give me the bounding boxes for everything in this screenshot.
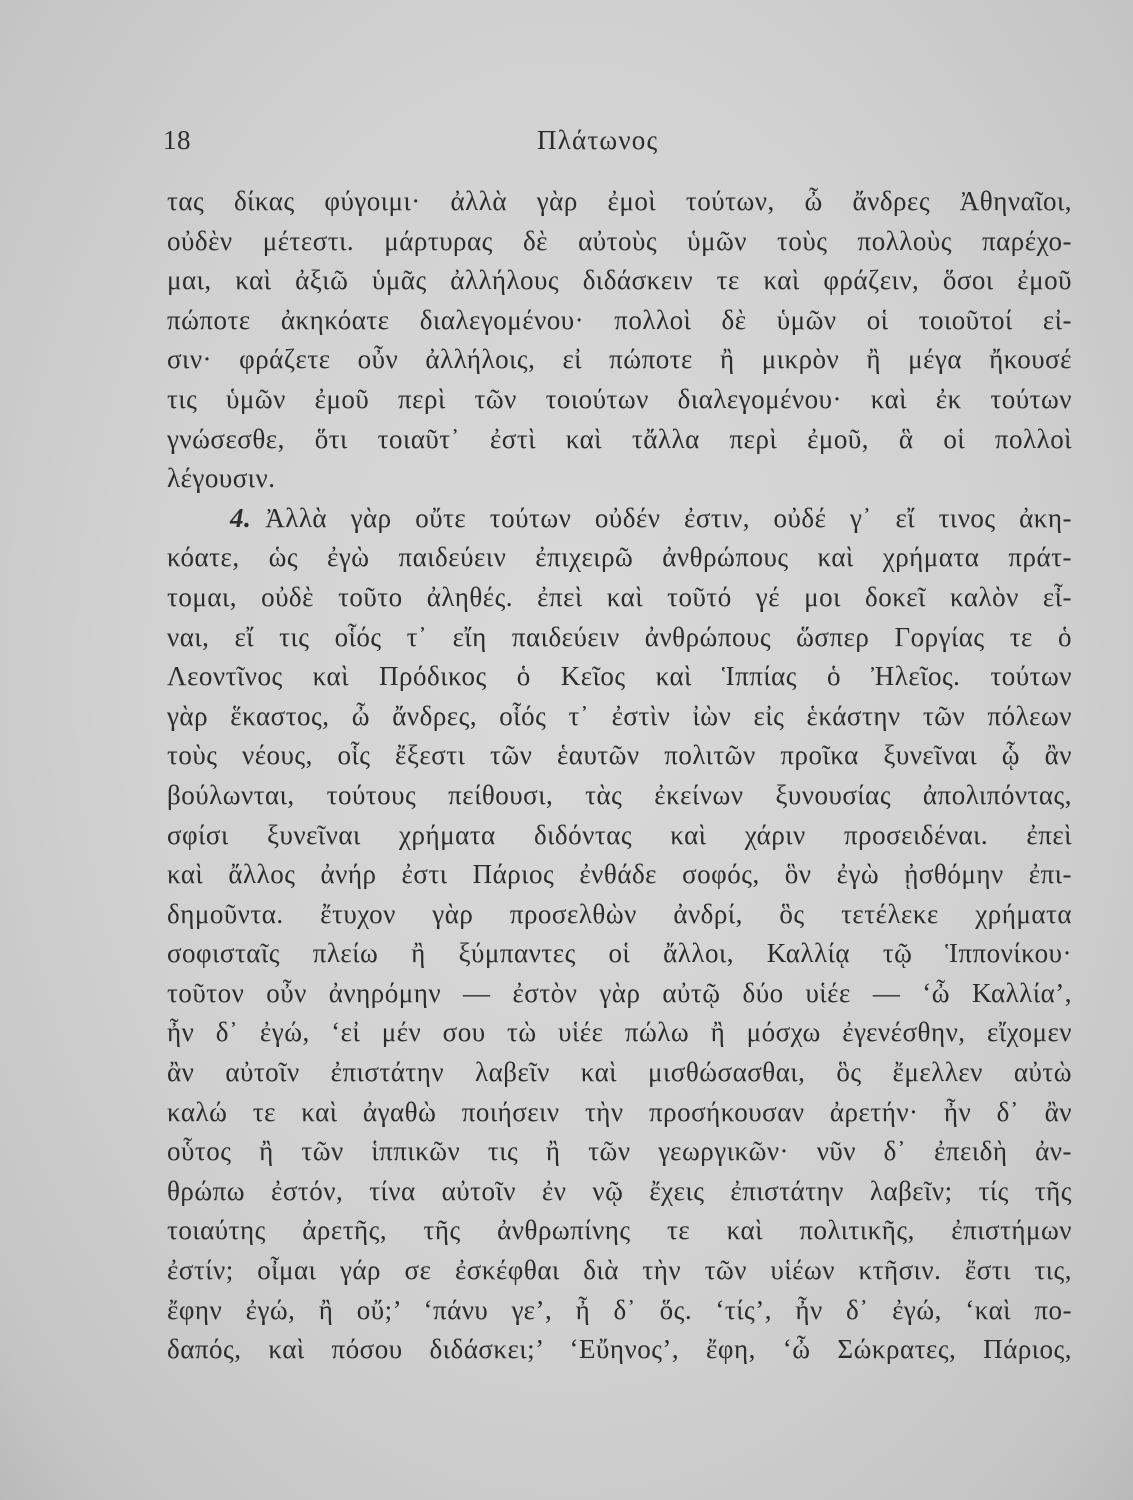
text-line: ἂν αὐτοῖν ἐπιστάτην λαβεῖν καὶ μισθώσασθαι, ὃς ἔμελλεν αὐτὼ xyxy=(167,1057,1072,1088)
text-line: σιν· φράζετε οὖν ἀλλήλοις, εἰ πώποτε ἢ μικρὸν ἢ μέγα ἤκουσέ xyxy=(167,344,1072,375)
text-line: ἦν δ᾽ ἐγώ, ‘εἰ μέν σου τὼ υἱέε πώλω ἢ μόσχω ἐγενέσθην, εἴχομεν xyxy=(167,1017,1072,1048)
text-line: θρώπω ἐστόν, τίνα αὐτοῖν ἐν νῷ ἔχεις ἐπιστάτην λαβεῖν; τίς τῆς xyxy=(167,1175,1072,1206)
text-line-section-start xyxy=(167,499,1072,539)
text-line: οὗτος ἢ τῶν ἱππικῶν τις ἢ τῶν γεωργικῶν· νῦν δ᾽ ἐπειδὴ ἀν- xyxy=(167,1136,1072,1167)
text-line: σφίσι ξυνεῖναι χρήματα διδόντας καὶ χάριν προσειδέναι. ἐπεὶ xyxy=(167,819,1072,850)
text-line: γνώσεσθε, ὅτι τοιαῦτ᾽ ἐστὶ καὶ τἄλλα περὶ ἐμοῦ, ἃ οἱ πολλοὶ xyxy=(167,423,1072,454)
text-line: ἔφην ἐγώ, ἢ οὔ;’ ‘πάνυ γε’, ἦ δ᾽ ὅς. ‘τίς’, ἦν δ᾽ ἐγώ, ‘καὶ πο- xyxy=(167,1294,1072,1325)
text-line: τοῦτον οὖν ἀνηρόμην — ἐστὸν γὰρ αὐτῷ δύο υἱέε — ‘ὦ Καλλία’, xyxy=(167,977,1072,1008)
text-line: μαι, καὶ ἀξιῶ ὑμᾶς ἀλλήλους διδάσκειν τε καὶ φράζειν, ὅσοι ἐμοῦ xyxy=(167,265,1072,296)
text-line: δημοῦντα. ἔτυχον γὰρ προσελθὼν ἀνδρί, ὃς τετέλεκε χρήματα xyxy=(167,898,1072,929)
section-number: 4. xyxy=(230,502,252,533)
page-number: 18 xyxy=(163,125,191,155)
text-line: βούλωνται, τούτους πείθουσι, τὰς ἐκείνων ξυνουσίας ἀπολιπόντας, xyxy=(167,779,1072,810)
text-line: ἐστίν; οἶμαι γάρ σε ἐσκέφθαι διὰ τὴν τῶν υἱέων κτῆσιν. ἔστι τις, xyxy=(167,1255,1072,1286)
running-title: Πλάτωνος xyxy=(537,125,659,155)
text-line: πώποτε ἀκηκόατε διαλεγομένου· πολλοὶ δὲ ὑμῶν οἱ τοιοῦτοί εἰ- xyxy=(167,304,1072,335)
text-line: καὶ ἄλλος ἀνήρ ἐστι Πάριος ἐνθάδε σοφός, ὃν ἐγὼ ᾐσθόμην ἐπι- xyxy=(167,859,1072,890)
text-line: γὰρ ἕκαστος, ὦ ἄνδρες, οἷός τ᾽ ἐστὶν ἰὼν εἰς ἑκάστην τῶν πόλεων xyxy=(167,700,1072,731)
body-text xyxy=(167,182,1072,1370)
text-line: δαπός, καὶ πόσου διδάσκει;’ ‘Εὔηνος’, ἔφη, ‘ὦ Σώκρατες, Πάριος, xyxy=(167,1334,1072,1365)
text-line: τας δίκας φύγοιμι· ἀλλὰ γὰρ ἐμοὶ τούτων, ὦ ἄνδρες Ἀθηναῖοι, xyxy=(167,186,1072,216)
text-line: οὐδὲν μέτεστι. μάρτυρας δὲ αὐτοὺς ὑμῶν τοὺς πολλοὺς παρέχο- xyxy=(167,225,1072,256)
text-line: τοιαύτης ἀρετῆς, τῆς ἀνθρωπίνης τε καὶ πολιτικῆς, ἐπιστήμων xyxy=(167,1215,1072,1246)
text-line: λέγουσιν. xyxy=(167,463,276,494)
text-line: τομαι, οὐδὲ τοῦτο ἀληθές. ἐπεὶ καὶ τοῦτό γέ μοι δοκεῖ καλὸν εἶ- xyxy=(167,581,1072,612)
text-line: καλώ τε καὶ ἀγαθὼ ποιήσειν τὴν προσήκουσαν ἀρετήν· ἦν δ᾽ ἂν xyxy=(167,1096,1072,1127)
text-line: κόατε, ὡς ἐγὼ παιδεύειν ἐπιχειρῶ ἀνθρώπους καὶ χρήματα πράτ- xyxy=(167,542,1072,573)
text-line: Λεοντῖνος καὶ Πρόδικος ὁ Κεῖος καὶ Ἱππίας ὁ Ἠλεῖος. τούτων xyxy=(167,661,1072,692)
text-line: σοφισταῖς πλείω ἢ ξύμπαντες οἱ ἄλλοι, Καλλίᾳ τῷ Ἱππονίκου· xyxy=(167,938,1072,969)
text-line: τοὺς νέους, οἷς ἔξεστι τῶν ἑαυτῶν πολιτῶν προῖκα ξυνεῖναι ᾧ ἂν xyxy=(167,740,1072,771)
text-line-content: Ἀλλὰ γὰρ οὔτε τούτων οὐδέν ἐστιν, οὐδέ γ᾽ εἴ τινος ἀκη- xyxy=(265,502,1072,533)
text-line: τις ὑμῶν ἐμοῦ περὶ τῶν τοιούτων διαλεγομένου· καὶ ἐκ τούτων xyxy=(167,383,1072,414)
text-line: ναι, εἴ τις οἷός τ᾽ εἴη παιδεύειν ἀνθρώπους ὥσπερ Γοργίας τε ὁ xyxy=(167,621,1072,652)
